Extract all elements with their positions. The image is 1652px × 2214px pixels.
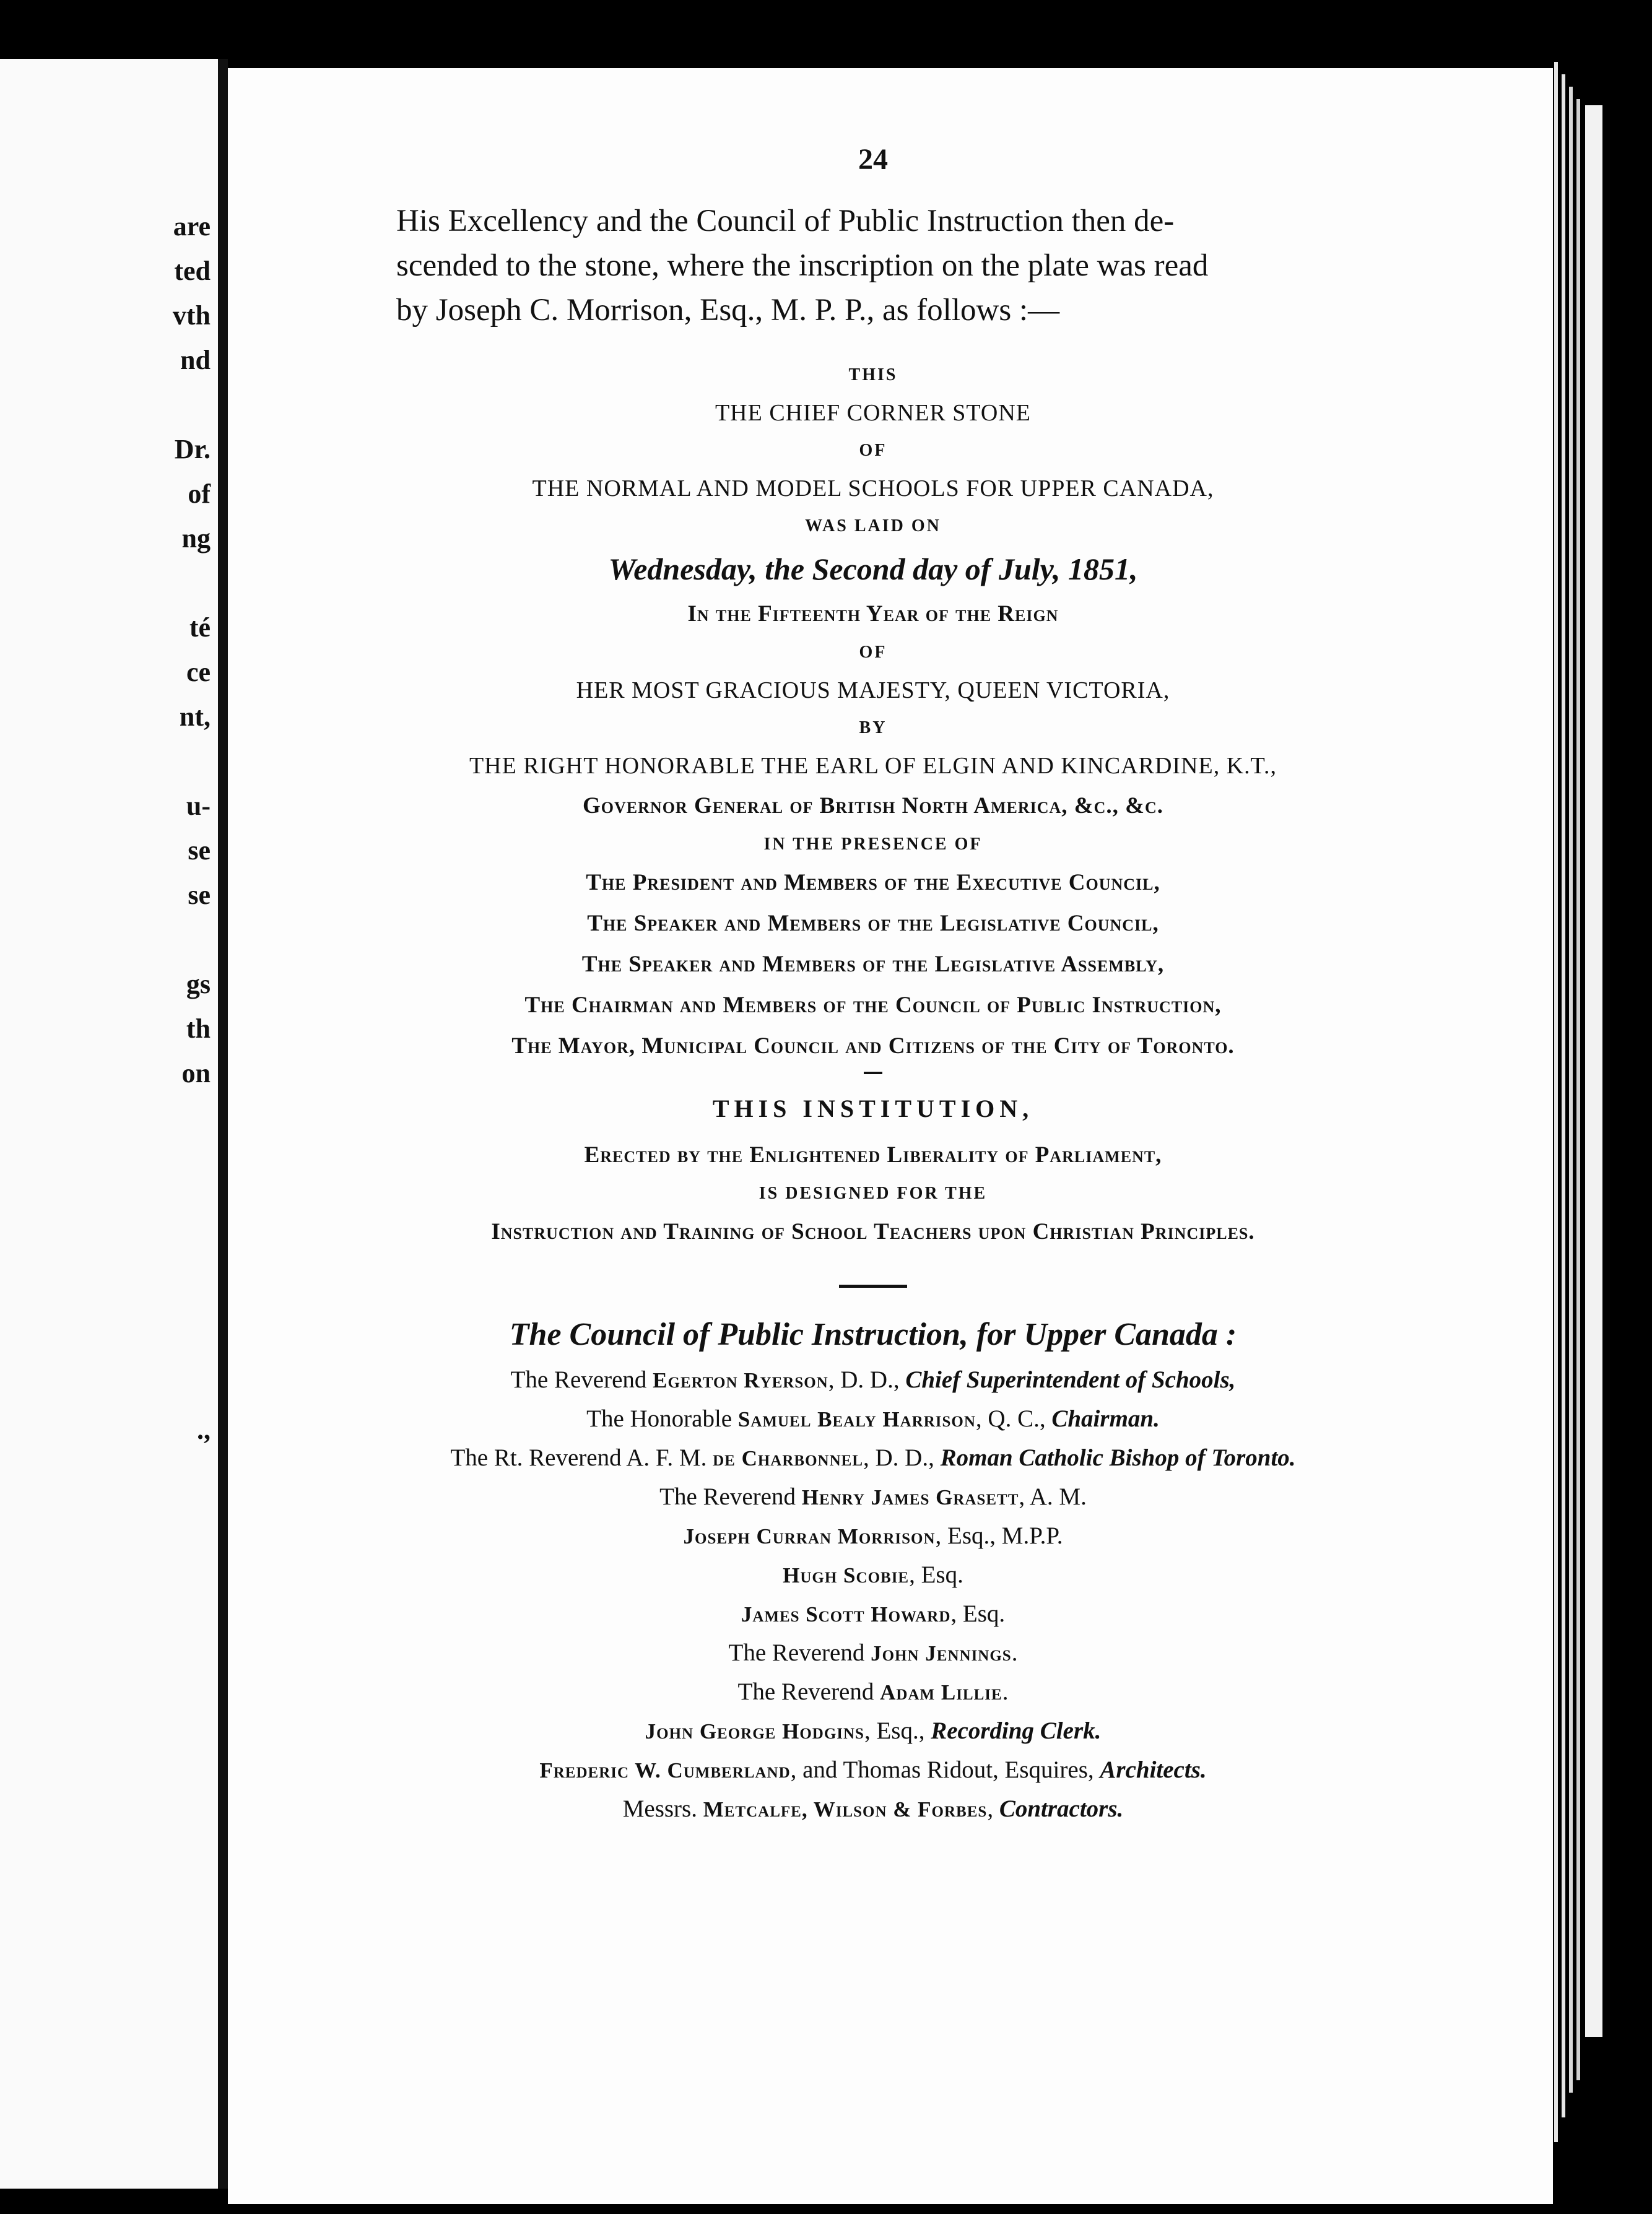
intro-paragraph [396, 199, 1362, 332]
member-name: Samuel Bealy Harrison [737, 1407, 976, 1431]
member-name: Metcalfe, Wilson & Forbes [703, 1797, 988, 1821]
page-number: 24 [858, 143, 888, 176]
member-name: Henry James Grasett [801, 1485, 1019, 1509]
inscription-date: Wednesday, the Second day of July, 1851, [608, 552, 1138, 586]
member-title: . [1002, 1678, 1009, 1705]
left-text-fragment: nd [180, 345, 211, 375]
presence-item: The President and Members of the Executive Council, [586, 870, 1160, 895]
left-text-fragment: are [173, 211, 211, 241]
member-name: James Scott Howard [741, 1602, 951, 1626]
member-name: John Jennings [871, 1641, 1012, 1665]
council-member [372, 1790, 1375, 1829]
inscription-of: OF [859, 441, 887, 460]
left-gap [0, 561, 211, 606]
member-prefix: The Honorable [586, 1405, 738, 1432]
member-prefix: The Reverend [728, 1639, 871, 1666]
left-text-fragment: of [188, 479, 211, 509]
member-title: , Esq., [864, 1717, 931, 1744]
presence-item: The Speaker and Members of the Legislative Assembly, [581, 952, 1165, 977]
member-title: , Q. C., [975, 1405, 1052, 1432]
left-text-fragment: on [181, 1058, 211, 1088]
council-member [372, 1673, 1375, 1712]
member-title: , Esq. [950, 1600, 1006, 1627]
council-member [372, 1400, 1375, 1439]
member-title: , and Thomas Ridout, Esquires, [790, 1756, 1100, 1783]
inscription-instruction: Instruction and Training of School Teachers upon Christian Principles. [491, 1219, 1255, 1244]
council-member [372, 1361, 1375, 1400]
left-text-fragment: se [188, 835, 211, 866]
council-member [372, 1517, 1375, 1556]
intro-line: scended to the stone, where the inscription on the plate was read [396, 248, 1209, 283]
member-name: Joseph Curran Morrison [683, 1524, 936, 1548]
member-name: Frederic W. Cumberland [539, 1758, 791, 1782]
member-name: John George Hodgins [645, 1719, 864, 1743]
inscription-presence: IN THE PRESENCE OF [763, 835, 983, 854]
member-prefix: The Reverend [510, 1366, 653, 1393]
council-member [372, 1712, 1375, 1751]
page-edge [1576, 99, 1580, 2080]
member-prefix: Messrs. [622, 1795, 703, 1822]
council-member [372, 1478, 1375, 1517]
left-text-fragment: ted [174, 256, 211, 286]
section-rule [839, 1285, 907, 1288]
left-gap [0, 1363, 211, 1408]
book-gutter [218, 59, 228, 2189]
inscription-this: THIS [848, 365, 898, 384]
member-role: Chairman. [1051, 1405, 1160, 1432]
member-name: de Charbonnel [713, 1446, 863, 1470]
council-members-list [372, 1361, 1375, 1829]
short-dash [864, 1072, 882, 1074]
left-gap [0, 1140, 211, 1185]
inscription-schools: THE NORMAL AND MODEL SCHOOLS FOR UPPER CANADA, [532, 475, 1214, 501]
left-gap [0, 1319, 211, 1363]
left-text-fragment: se [188, 880, 211, 910]
member-name: Adam Lillie [880, 1680, 1002, 1704]
inscription-earl: THE RIGHT HONORABLE THE EARL OF ELGIN AND KINCARDINE, K.T., [469, 753, 1277, 779]
inscription-institution: THIS INSTITUTION, [712, 1095, 1034, 1122]
inscription-by: BY [859, 718, 887, 737]
member-title: . [1011, 1639, 1018, 1666]
left-gap [0, 1274, 211, 1319]
left-gap [0, 1230, 211, 1274]
left-page-text-fragments [0, 204, 211, 1452]
left-text-fragment: ., [197, 1415, 211, 1445]
member-role: Architects. [1100, 1756, 1207, 1783]
inscription-majesty: HER MOST GRACIOUS MAJESTY, QUEEN VICTORIA, [576, 677, 1170, 703]
left-text-fragment: Dr. [174, 434, 211, 464]
council-member [372, 1439, 1375, 1478]
council-member [372, 1556, 1375, 1595]
inscription-erected: Erected by the Enlightened Liberality of Parliament, [584, 1142, 1162, 1168]
council-member [372, 1751, 1375, 1790]
inscription-designed: IS DESIGNED FOR THE [759, 1184, 988, 1203]
left-gap [0, 1096, 211, 1140]
member-role: Chief Superintendent of Schools, [905, 1366, 1236, 1393]
member-title: , Esq. [909, 1561, 963, 1588]
council-title: The Council of Public Instruction, for Upper Canada : [509, 1317, 1237, 1352]
council-section [372, 1309, 1375, 1829]
council-member [372, 1595, 1375, 1634]
left-gap [0, 739, 211, 784]
member-title: , A. M. [1019, 1483, 1087, 1510]
member-title: , D. D., [828, 1366, 906, 1393]
member-title: , Esq., M.P.P. [935, 1522, 1063, 1549]
inscription [372, 357, 1375, 1252]
intro-line: by Joseph C. Morrison, Esq., M. P. P., as follows :— [396, 293, 1060, 328]
inscription-governor: Governor General of British North America, &c., &c. [583, 793, 1163, 818]
left-gap [0, 383, 211, 427]
left-text-fragment: ce [186, 657, 211, 687]
left-text-fragment: vth [172, 300, 211, 331]
presence-item: The Chairman and Members of the Council of Public Instruction, [524, 992, 1222, 1018]
member-name: Hugh Scobie [783, 1563, 910, 1587]
left-text-fragment: th [186, 1014, 211, 1044]
page-edge [1569, 87, 1573, 2093]
inscription-was-laid-on: WAS LAID ON [805, 516, 941, 536]
member-title: , [987, 1795, 999, 1822]
left-text-fragment: u- [186, 791, 211, 821]
member-role: Roman Catholic Bishop of Toronto. [940, 1444, 1296, 1471]
page-edge [1562, 74, 1565, 2117]
inscription-chief-corner-stone: THE CHIEF CORNER STONE [715, 400, 1032, 426]
page-content [372, 142, 1375, 1829]
presence-item: The Mayor, Municipal Council and Citizens of the City of Toronto. [511, 1033, 1235, 1059]
left-gap [0, 1185, 211, 1230]
left-text-fragment: ng [181, 523, 211, 554]
council-member [372, 1634, 1375, 1673]
left-gap [0, 918, 211, 962]
left-text-fragment: té [189, 612, 211, 643]
presence-item: The Speaker and Members of the Legislative Council, [587, 911, 1159, 936]
page-edge [1585, 105, 1602, 2037]
page-edge [1554, 62, 1558, 2142]
member-prefix: The Rt. Reverend A. F. M. [450, 1444, 713, 1471]
intro-line: His Excellency and the Council of Public Instruction then de- [396, 204, 1175, 238]
member-role: Recording Clerk. [931, 1717, 1102, 1744]
member-title: , D. D., [863, 1444, 941, 1471]
inscription-of: OF [859, 643, 887, 662]
left-text-fragment: gs [186, 969, 211, 999]
member-name: Egerton Ryerson [653, 1368, 828, 1392]
member-prefix: The Reverend [737, 1678, 880, 1705]
member-prefix: The Reverend [659, 1483, 802, 1510]
left-text-fragment: nt, [179, 701, 211, 732]
member-role: Contractors. [999, 1795, 1124, 1822]
inscription-fifteenth-year: In the Fifteenth Year of the Reign [687, 601, 1059, 627]
